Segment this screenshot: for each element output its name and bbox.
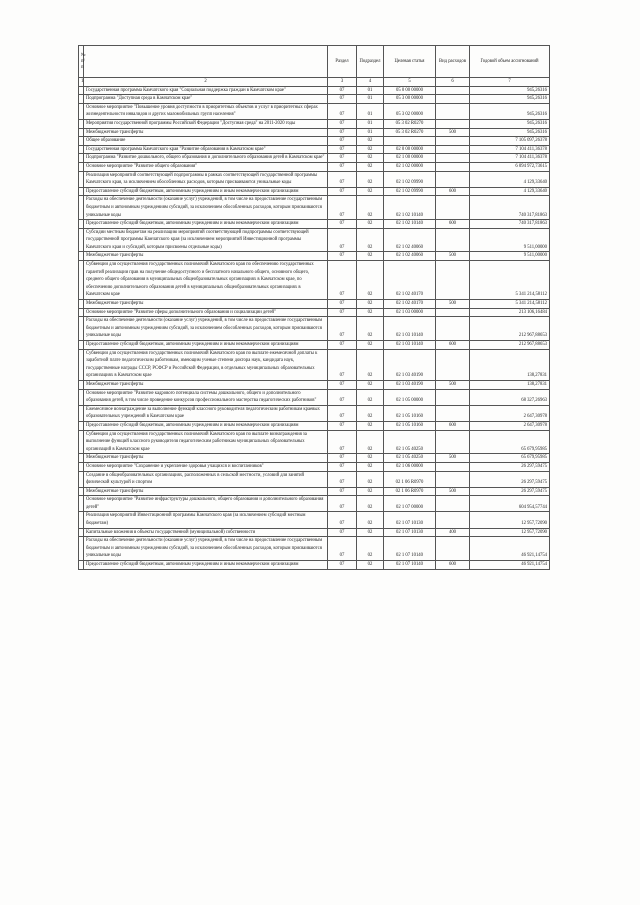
row-name-cell: Капитальные вложения в объекты государственной (муниципальной) собственности [84,528,328,537]
row-amount-cell: 65 679,95985 [470,430,550,454]
row-section-cell: 07 [328,252,357,261]
row-amount-cell: 26 297,59475 [470,487,550,496]
row-subsection-cell: 02 [357,380,384,389]
row-amount-cell: 12 957,72090 [470,512,550,528]
table-row [79,145,550,154]
row-target-cell: 02 1 05 10160 [384,405,436,421]
row-subsection-cell: 02 [357,405,384,421]
row-name-cell: Реализация мероприятий соответствующей подпрограммы в рамках соответствующей государственной программы Камчатского края, за исключением обособленных расходов, которым присваиваются уникальные коды [84,171,328,187]
row-target-cell: 02 1 03 40190 [384,349,436,380]
row-target-cell: 02 1 02 10140 [384,220,436,229]
row-subsection-cell: 02 [357,137,384,146]
row-subsection-cell: 02 [357,228,384,252]
row-name-cell: Субвенции для осуществления государственных полномочий Камчатского края по выплате вознаграждения за выполнение функций классного руководителя педагогическим работникам муниципальных образовательных организаций в Камчатском крае [84,430,328,454]
row-subsection-cell: 02 [357,252,384,261]
row-amount-cell: 5 341 214,58112 [470,261,550,300]
row-name-cell: Расходы на обеспечение деятельности (оказание услуг) учреждений, в том числе на предоставление государственным бюджетным и автономным учреждениям субсидий, за исключением обособленных расходов, которым присваиваются уникальные коды [84,196,328,220]
row-expense-cell: 600 [436,421,470,430]
row-amount-cell: 945,26316 [470,95,550,104]
row-target-cell: 02 1 02 09990 [384,171,436,187]
row-section-cell: 07 [328,196,357,220]
row-amount-cell: 6 094 972,73615 [470,162,550,171]
row-expense-cell [436,430,470,454]
row-name-cell: Подпрограмма "Доступная среда в Камчатском крае" [84,95,328,104]
row-section-cell: 07 [328,496,357,512]
row-subsection-cell: 02 [357,471,384,487]
row-name-cell: Межбюджетные трансферты [84,128,328,137]
table-row [79,462,550,471]
row-section-cell: 07 [328,454,357,463]
row-name-cell: Предоставление субсидий бюджетным, автономным учреждениям и иным некоммерческим организациям [84,220,328,229]
row-amount-cell: 2 647,30978 [470,405,550,421]
row-target-cell: 05 3 02 00000 [384,103,436,119]
header-name [84,46,328,78]
row-name-cell: Предоставление субсидий бюджетным, автономным учреждениям и иным некоммерческим организациям [84,561,328,570]
row-subsection-cell: 02 [357,261,384,300]
row-subsection-cell: 02 [357,537,384,561]
table-row [79,561,550,570]
column-number-row [79,78,550,87]
row-expense-cell: 600 [436,187,470,196]
row-name-cell: Общее образование [84,137,328,146]
row-name-cell: Ежемесячное вознаграждение за выполнение функций классного руководителя педагогическим работникам краевых образовательных учреждений в Камчатском крае [84,405,328,421]
row-amount-cell: 12 957,72090 [470,528,550,537]
row-name-cell: Основное мероприятие "Развитие инфраструктуры дошкольного, общего образования и дополнительного образования детей" [84,496,328,512]
row-subsection-cell: 01 [357,86,384,95]
table-row [79,300,550,309]
row-section-cell: 07 [328,86,357,95]
row-amount-cell: 138,27831 [470,349,550,380]
row-section-cell: 07 [328,341,357,350]
row-target-cell: 02 1 02 40060 [384,228,436,252]
row-section-cell: 07 [328,187,357,196]
row-subsection-cell: 01 [357,95,384,104]
row-expense-cell [436,389,470,405]
table-body [79,86,550,569]
table-row [79,162,550,171]
row-subsection-cell: 02 [357,462,384,471]
row-target-cell: 02 1 03 40190 [384,380,436,389]
row-amount-cell: 46 921,14754 [470,537,550,561]
row-amount-cell: 945,26316 [470,128,550,137]
table-row [79,103,550,119]
header-expense-type: Вид расходов [436,46,470,78]
row-expense-cell: 500 [436,128,470,137]
row-subsection-cell: 02 [357,421,384,430]
row-expense-cell [436,317,470,341]
row-target-cell: 02 1 07 10130 [384,528,436,537]
row-expense-cell: 600 [436,341,470,350]
row-amount-cell: 7 104 411,36378 [470,154,550,163]
row-subsection-cell: 01 [357,103,384,119]
row-expense-cell: 600 [436,561,470,570]
row-expense-cell [436,145,470,154]
row-name-cell: Основное мероприятие "Сохранение и укрепление здоровья учащихся и воспитанников" [84,462,328,471]
row-section-cell: 07 [328,528,357,537]
row-amount-cell: 945,26316 [470,119,550,128]
row-section-cell: 07 [328,162,357,171]
row-expense-cell [436,196,470,220]
row-expense-cell [436,261,470,300]
row-target-cell: 02 1 05 40250 [384,454,436,463]
row-section-cell: 07 [328,137,357,146]
row-amount-cell: 65 679,95985 [470,454,550,463]
table-row [79,171,550,187]
table-row [79,430,550,454]
row-target-cell: 02 1 02 09990 [384,187,436,196]
row-amount-cell: 68 327,26963 [470,389,550,405]
column-number: 6 [436,78,470,87]
row-target-cell: 02 1 05 10160 [384,421,436,430]
row-subsection-cell: 02 [357,317,384,341]
row-section-cell: 07 [328,512,357,528]
table-row [79,380,550,389]
table-row [79,389,550,405]
row-subsection-cell: 02 [357,300,384,309]
table-row [79,487,550,496]
table-row [79,471,550,487]
row-name-cell: Мероприятия государственной программы Российской Федерации "Доступная среда" на 2011-2020 годы [84,119,328,128]
table-row [79,454,550,463]
table-row [79,137,550,146]
row-section-cell: 07 [328,261,357,300]
row-subsection-cell: 02 [357,154,384,163]
row-expense-cell [436,512,470,528]
row-target-cell: 02 1 02 10140 [384,196,436,220]
row-subsection-cell: 02 [357,528,384,537]
row-subsection-cell: 02 [357,220,384,229]
row-section-cell: 07 [328,95,357,104]
row-target-cell: 05 3 00 00000 [384,95,436,104]
row-section-cell: 07 [328,389,357,405]
row-expense-cell [436,405,470,421]
column-number: 5 [384,78,436,87]
table-row [79,95,550,104]
column-number: 3 [328,78,357,87]
row-name-cell: Межбюджетные трансферты [84,454,328,463]
row-target-cell: 05 0 00 00000 [384,86,436,95]
row-name-cell: Создание в общеобразовательных организациях, расположенных в сельской местности, условий для занятий физической культурой и спортом [84,471,328,487]
row-section-cell: 07 [328,380,357,389]
row-section-cell: 07 [328,430,357,454]
row-target-cell: 02 1 06 R0970 [384,471,436,487]
row-target-cell: 02 1 05 00000 [384,389,436,405]
row-expense-cell: 400 [436,528,470,537]
table-row [79,119,550,128]
row-section-cell: 07 [328,561,357,570]
row-name-cell: Основное мероприятие "Повышение уровня доступности в приоритетных объектов и услуг в приоритетных сферах жизнедеятельности инвалидов и других маломобильных групп населения" [84,103,328,119]
header-target-article: Целевая статья [384,46,436,78]
row-section-cell: 07 [328,487,357,496]
row-amount-cell: 740 317,81863 [470,220,550,229]
table-row [79,187,550,196]
row-expense-cell [436,119,470,128]
row-subsection-cell: 02 [357,341,384,350]
row-subsection-cell: 02 [357,187,384,196]
row-subsection-cell: 02 [357,308,384,317]
row-target-cell: 02 0 00 00000 [384,145,436,154]
table-row [79,196,550,220]
row-target-cell: 02 1 07 10130 [384,512,436,528]
row-section-cell: 07 [328,349,357,380]
row-name-cell: Межбюджетные трансферты [84,380,328,389]
row-name-cell: Реализация мероприятий Инвестиционной программы Камчатского края (за исключением субсидий местным бюджетам) [84,512,328,528]
row-name-cell: Субсидии местным бюджетам на реализацию мероприятий соответствующей подпрограммы соответствующей государственной программы Камчатского края (за исключением мероприятий Инвестиционной программы Камчатского края и субсидий, которым присвоены отдельные коды) [84,228,328,252]
row-name-cell: Расходы на обеспечение деятельности (оказание услуг) учреждений, в том числе на предоставление государственным бюджетным и автономным учреждениям субсидий, за исключением обособленных расходов, которым присваиваются уникальные коды [84,537,328,561]
row-amount-cell: 7 105 097,26378 [470,137,550,146]
row-name-cell: Субвенции для осуществления государственных полномочий Камчатского края по обеспечению государственных гарантий реализации прав на получение общедоступного и бесплатного начального общего, основного общего, среднего общего образования в муниципальных общеобразовательных организациях в Камчатском крае, по обеспечению дополнительного образования детей в муниципальных общеобразовательных организациях в Камчатском крае [84,261,328,300]
table-row [79,528,550,537]
row-name-cell: Основное мероприятие "Развитие сферы дополнительного образования и социализации детей" [84,308,328,317]
row-subsection-cell: 02 [357,162,384,171]
row-amount-cell: 26 297,59475 [470,462,550,471]
row-amount-cell: 9 511,00000 [470,252,550,261]
table-row [79,421,550,430]
row-target-cell: 05 3 02 R0270 [384,128,436,137]
row-amount-cell: 26 297,59475 [470,471,550,487]
row-subsection-cell: 02 [357,561,384,570]
row-section-cell: 07 [328,128,357,137]
row-amount-cell: 212 967,88653 [470,317,550,341]
row-section-cell: 07 [328,103,357,119]
row-subsection-cell: 02 [357,430,384,454]
row-expense-cell: 600 [436,220,470,229]
table-row [79,512,550,528]
row-expense-cell: 500 [436,300,470,309]
row-target-cell: 02 1 07 00000 [384,496,436,512]
row-expense-cell [436,308,470,317]
row-expense-cell [436,537,470,561]
row-section-cell: 07 [328,537,357,561]
row-section-cell: 07 [328,421,357,430]
row-section-cell: 07 [328,405,357,421]
row-name-cell: Государственная программа Камчатского края "Социальная поддержка граждан в Камчатском крае" [84,86,328,95]
table-row [79,496,550,512]
row-expense-cell: 500 [436,487,470,496]
row-section-cell: 07 [328,300,357,309]
column-number: 1 [79,78,84,87]
table-row [79,252,550,261]
table-row [79,220,550,229]
row-target-cell: 05 3 02 R0270 [384,119,436,128]
table-row [79,261,550,300]
row-subsection-cell: 02 [357,145,384,154]
row-name-cell: Субвенции для осуществления государственных полномочий Камчатского края по выплате ежемесячной доплаты к заработной плате педагогическим работникам, имеющим ученые степени доктора наук, кандидата наук, государственные награды СССР, РСФСР и Российской Федерации, в отдельных муниципальных образовательных организациях в Камчатском крае [84,349,328,380]
row-section-cell: 07 [328,471,357,487]
row-section-cell: 07 [328,228,357,252]
row-amount-cell: 212 967,88653 [470,341,550,350]
row-name-cell: Расходы на обеспечение деятельности (оказание услуг) учреждений, в том числе на предоставление государственным бюджетным и автономным учреждениям субсидий, за исключением обособленных расходов, которым присваиваются уникальные коды [84,317,328,341]
row-amount-cell: 213 106,16484 [470,308,550,317]
row-expense-cell [436,137,470,146]
row-subsection-cell: 02 [357,512,384,528]
row-subsection-cell: 01 [357,119,384,128]
row-amount-cell: 138,27831 [470,380,550,389]
table-row [79,537,550,561]
row-expense-cell [436,462,470,471]
header-section: Раздел [328,46,357,78]
row-target-cell: 02 1 02 00000 [384,162,436,171]
table-row [79,341,550,350]
row-expense-cell [436,496,470,512]
budget-table [78,45,550,570]
row-expense-cell [436,228,470,252]
row-subsection-cell: 02 [357,389,384,405]
row-expense-cell [436,162,470,171]
table-row [79,349,550,380]
row-name-cell: Межбюджетные трансферты [84,300,328,309]
row-subsection-cell: 01 [357,128,384,137]
row-expense-cell: 500 [436,252,470,261]
row-section-cell: 07 [328,119,357,128]
row-amount-cell: 9 511,00000 [470,228,550,252]
row-expense-cell [436,154,470,163]
row-section-cell: 07 [328,171,357,187]
row-target-cell: 02 1 07 10140 [384,561,436,570]
table-row [79,405,550,421]
row-amount-cell: 4 129,33640 [470,171,550,187]
row-expense-cell [436,349,470,380]
row-expense-cell [436,95,470,104]
row-amount-cell: 740 317,81863 [470,196,550,220]
row-amount-cell: 2 647,30978 [470,421,550,430]
row-section-cell: 07 [328,462,357,471]
row-amount-cell: 5 341 214,58112 [470,300,550,309]
row-name-cell: Межбюджетные трансферты [84,487,328,496]
row-section-cell: 07 [328,154,357,163]
row-expense-cell: 500 [436,380,470,389]
table-row [79,308,550,317]
row-section-cell: 07 [328,145,357,154]
row-target-cell: 02 1 03 10140 [384,317,436,341]
row-amount-cell: 604 954,57744 [470,496,550,512]
row-target-cell [384,137,436,146]
row-target-cell: 02 1 02 40060 [384,252,436,261]
row-amount-cell: 945,26316 [470,103,550,119]
row-subsection-cell: 02 [357,454,384,463]
column-number: 7 [470,78,550,87]
row-name-cell: Предоставление субсидий бюджетным, автономным учреждениям и иным некоммерческим организациям [84,341,328,350]
row-name-cell: Межбюджетные трансферты [84,252,328,261]
row-target-cell: 02 1 00 00000 [384,154,436,163]
row-name-cell: Предоставление субсидий бюджетным, автономным учреждениям и иным некоммерческим организациям [84,421,328,430]
row-expense-cell [436,171,470,187]
row-name-cell: Основное мероприятие "Развитие кадрового потенциала системы дошкольного, общего и дополнительного образования детей, в том числе проведение конкурсов профессионального мастерства педагогических работников" [84,389,328,405]
row-subsection-cell: 02 [357,171,384,187]
row-name-cell: Государственная программа Камчатского края "Развитие образования в Камчатском крае" [84,145,328,154]
row-amount-cell: 46 921,14754 [470,561,550,570]
column-number: 2 [84,78,328,87]
row-target-cell: 02 1 03 00000 [384,308,436,317]
row-amount-cell: 7 104 411,36378 [470,145,550,154]
row-subsection-cell: 02 [357,487,384,496]
row-section-cell: 07 [328,220,357,229]
row-target-cell: 02 1 02 40170 [384,300,436,309]
column-number: 4 [357,78,384,87]
row-name-cell: Предоставление субсидий бюджетным, автономным учреждениям и иным некоммерческим организациям [84,187,328,196]
table-row [79,228,550,252]
row-expense-cell: 500 [436,454,470,463]
row-target-cell: 02 1 06 R0970 [384,487,436,496]
row-amount-cell: 4 129,33640 [470,187,550,196]
row-subsection-cell: 02 [357,196,384,220]
row-subsection-cell: 02 [357,349,384,380]
row-expense-cell [436,471,470,487]
header-subsection: Подраздел [357,46,384,78]
header-annual-total: Годовой объем ассигнований [470,46,550,78]
table-header-row [79,46,550,78]
table-row [79,154,550,163]
row-section-cell: 07 [328,308,357,317]
header-number: № п/п [79,46,84,78]
row-amount-cell: 945,26316 [470,86,550,95]
table-row [79,86,550,95]
row-target-cell: 02 1 06 00000 [384,462,436,471]
row-name-cell: Основное мероприятие "Развитие общего образования" [84,162,328,171]
table-row [79,317,550,341]
row-target-cell: 02 1 07 10140 [384,537,436,561]
row-target-cell: 02 1 02 40170 [384,261,436,300]
row-expense-cell [436,86,470,95]
table-row [79,128,550,137]
row-subsection-cell: 02 [357,496,384,512]
row-target-cell: 02 1 03 10140 [384,341,436,350]
row-name-cell: Подпрограмма "Развитие дошкольного, общего образования и дополнительного образования детей в Камчатском крае" [84,154,328,163]
row-section-cell: 07 [328,317,357,341]
row-target-cell: 02 1 05 40250 [384,430,436,454]
row-expense-cell [436,103,470,119]
